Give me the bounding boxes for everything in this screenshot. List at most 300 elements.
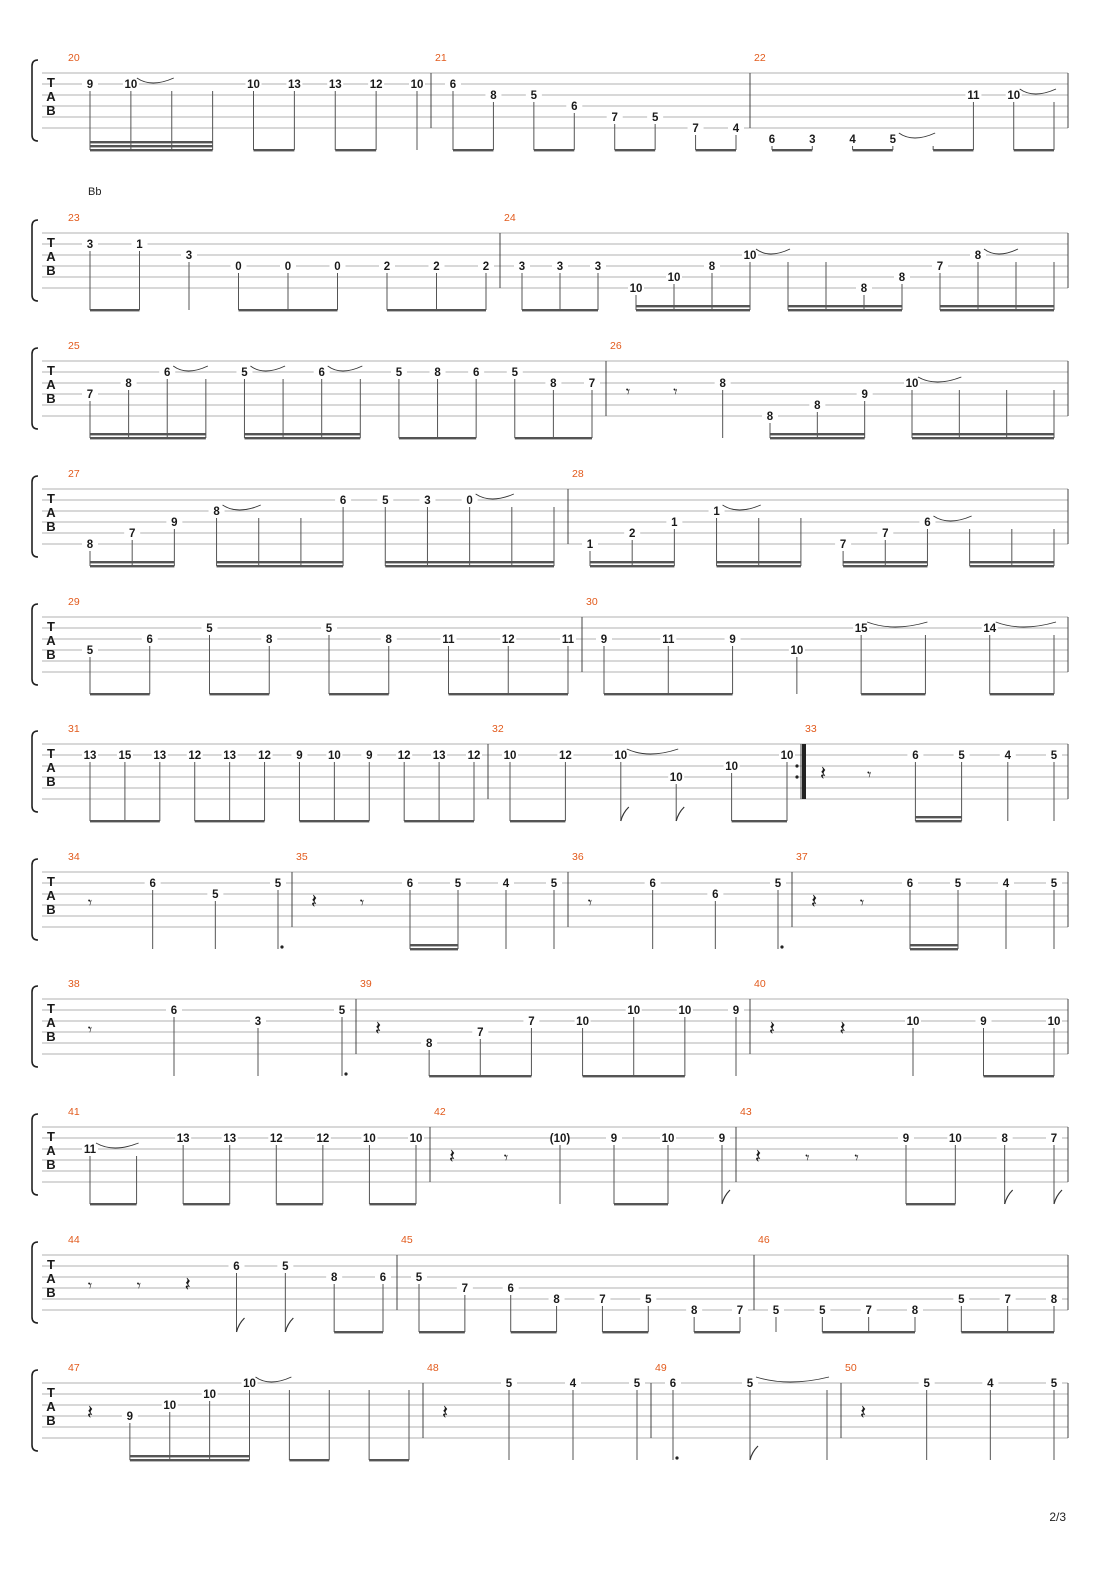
tab-note — [976, 1015, 992, 1076]
fret-number: 10 — [363, 1133, 376, 1145]
tab-note — [714, 1132, 730, 1204]
page-number: 2/3 — [1049, 1510, 1066, 1524]
measure-number: 34 — [68, 851, 80, 863]
fret-number: 1 — [713, 506, 720, 518]
tab-note — [877, 527, 893, 566]
fret-number: 13 — [153, 750, 167, 762]
tab-note — [919, 1377, 935, 1460]
fret-number: 10 — [576, 1016, 589, 1028]
beam — [244, 437, 360, 439]
tab-note — [222, 1132, 238, 1204]
fret-number: 4 — [849, 134, 856, 146]
measure — [655, 1362, 829, 1460]
tab-note — [270, 877, 286, 949]
fret-number: 10 — [725, 761, 738, 773]
fret-number: 0 — [284, 261, 292, 273]
tab-note — [314, 366, 363, 438]
system-bracket — [32, 731, 38, 812]
tab-note — [132, 238, 148, 310]
tab-note — [1046, 1377, 1062, 1460]
tab-note — [166, 516, 182, 566]
beam — [636, 305, 750, 307]
tab-note — [902, 877, 918, 949]
tab-note — [421, 1037, 437, 1076]
quarter-rest: 𝄽 — [448, 1144, 456, 1168]
measure — [68, 1234, 391, 1333]
beam — [636, 309, 750, 311]
beam — [90, 309, 140, 311]
fret-number: 5 — [338, 1005, 346, 1017]
tab-note — [640, 1293, 656, 1332]
tab-note — [268, 1132, 284, 1204]
tab-note — [286, 78, 302, 150]
tie-arc — [918, 377, 961, 382]
fret-number: 8 — [1001, 1133, 1008, 1145]
beam — [335, 149, 376, 151]
measure-number: 43 — [740, 1106, 752, 1118]
fret-number: 2 — [433, 261, 440, 273]
tab-note — [242, 1377, 292, 1460]
tab-note — [207, 888, 223, 949]
fret-number: 5 — [505, 1378, 513, 1390]
beam — [822, 1331, 915, 1333]
fret-number: 8 — [425, 1038, 433, 1050]
tab-note — [429, 260, 445, 310]
tab-note — [321, 622, 337, 694]
beam — [429, 1075, 531, 1077]
fret-number: 5 — [819, 1305, 826, 1317]
beam — [289, 1459, 329, 1461]
tab-clef-letter: B — [46, 1285, 56, 1300]
tab-system — [32, 723, 1068, 822]
measure — [68, 340, 600, 439]
measure-number: 39 — [360, 978, 372, 990]
tab-note — [145, 877, 161, 949]
tab-note — [280, 260, 296, 310]
beam — [853, 149, 893, 151]
fret-number: 2 — [628, 528, 636, 540]
measure — [795, 723, 1062, 822]
measure-number: 28 — [572, 468, 584, 480]
beam — [90, 820, 160, 822]
beam — [770, 433, 865, 435]
tab-clef-letter: A — [46, 1399, 56, 1414]
tab-note — [898, 1132, 914, 1204]
tab-note — [257, 749, 273, 821]
tab-note — [907, 749, 923, 821]
tab-note — [709, 505, 761, 566]
tab-note — [502, 749, 518, 821]
tab-note — [1006, 89, 1056, 150]
fret-number: 7 — [128, 528, 136, 540]
fret-number: 15 — [854, 623, 868, 635]
tab-clef-letter: B — [46, 1157, 56, 1172]
tab-clef-letter: A — [46, 1143, 56, 1158]
chord-symbol: Bb — [88, 186, 102, 198]
eighth-rest: 𝄾 — [859, 893, 865, 912]
tab-clef-letter: A — [46, 888, 56, 903]
tab-note — [396, 749, 412, 821]
tie-arc — [627, 749, 678, 754]
beam — [130, 1455, 250, 1457]
fret-number: 3 — [424, 495, 431, 507]
fret-number: 5 — [958, 1294, 965, 1306]
beam — [906, 1203, 955, 1205]
beam — [239, 309, 338, 311]
fret-number: 8 — [860, 283, 868, 295]
fret-number: 4 — [732, 123, 740, 135]
beam — [604, 693, 733, 695]
tab-note — [409, 78, 425, 150]
tab-note — [965, 89, 981, 150]
tab-clef-letter: B — [46, 1413, 56, 1428]
tab-clef-letter: B — [46, 902, 56, 917]
beam — [276, 1203, 323, 1205]
measure-number: 21 — [435, 52, 447, 64]
fret-number: 5 — [241, 367, 248, 379]
fret-number: 3 — [254, 1016, 262, 1028]
tab-note — [613, 749, 678, 821]
fret-number: 4 — [502, 878, 510, 890]
beam — [910, 944, 958, 946]
beam — [404, 820, 474, 822]
tie-arc — [867, 622, 927, 627]
fret-number: 10 — [203, 1389, 217, 1401]
fret-number: 7 — [1050, 1133, 1058, 1145]
tab-note — [742, 1377, 829, 1460]
fret-number: 10 — [790, 645, 804, 657]
fret-number: 5 — [774, 878, 782, 890]
tab-note — [566, 100, 582, 150]
fret-number: 9 — [600, 634, 608, 646]
tab-note — [117, 749, 133, 821]
tab-note — [472, 1026, 488, 1076]
eighth-rest: 𝄾 — [87, 893, 93, 912]
beam — [940, 305, 1054, 307]
measure-number: 29 — [68, 596, 80, 608]
fret-number: 3 — [556, 261, 564, 273]
tie-arc — [328, 366, 363, 371]
tab-note — [326, 749, 342, 821]
fret-number: 13 — [176, 1133, 190, 1145]
fret-number: 9 — [902, 1133, 910, 1145]
fret-number: 9 — [86, 79, 94, 91]
tab-note — [526, 89, 542, 150]
tie-arc — [250, 366, 285, 371]
tab-clef-letter: T — [47, 1001, 55, 1016]
fret-number: 4 — [987, 1378, 994, 1390]
fret-number: 12 — [501, 634, 515, 646]
tab-clef-letter: B — [46, 391, 56, 406]
fret-number: 5 — [1050, 750, 1058, 762]
fret-number: 9 — [980, 1016, 987, 1028]
tab-note — [666, 271, 682, 310]
fret-number: 8 — [490, 90, 497, 102]
fret-number: 7 — [86, 389, 94, 401]
tie-arc — [899, 133, 935, 138]
tab-system — [32, 52, 1068, 151]
fret-number: 10 — [124, 79, 138, 91]
tab-note — [82, 238, 98, 310]
tab-note — [660, 1132, 676, 1204]
tab-note — [647, 111, 663, 150]
fret-number: 5 — [772, 1305, 780, 1317]
fret-number: 5 — [923, 1378, 930, 1390]
tab-note — [523, 1015, 539, 1076]
tab-note — [121, 377, 137, 438]
tab-note — [742, 249, 790, 310]
beam — [912, 433, 1054, 435]
beam — [183, 1203, 230, 1205]
fret-number: 10 — [743, 250, 757, 262]
tie-arc — [476, 494, 514, 499]
measure-number: 42 — [434, 1106, 446, 1118]
fret-number: 6 — [507, 1283, 514, 1295]
beam — [696, 149, 736, 151]
tab-note — [501, 1377, 517, 1460]
beam — [334, 1331, 383, 1333]
tab-note — [764, 133, 780, 150]
beam — [1014, 149, 1054, 151]
tab-note — [660, 633, 676, 694]
tab-note — [408, 1132, 424, 1204]
tab-note — [250, 1015, 266, 1076]
fret-number: 12 — [258, 750, 271, 762]
fret-number: 7 — [477, 1027, 484, 1039]
tab-note — [181, 249, 197, 310]
beam — [984, 1075, 1055, 1077]
system-bracket — [32, 1114, 38, 1195]
tab-note — [970, 249, 1018, 310]
fret-number: 10 — [409, 1133, 423, 1145]
fret-number: 1 — [586, 539, 594, 551]
fret-number: 9 — [718, 1133, 726, 1145]
fret-number: 5 — [206, 623, 213, 635]
beam — [910, 948, 958, 950]
measure-number: 27 — [68, 468, 80, 480]
fret-number: 8 — [766, 411, 774, 423]
note-flag — [1054, 1190, 1062, 1204]
fret-number: 0 — [466, 495, 473, 507]
tab-note — [478, 260, 494, 310]
fret-number: 8 — [434, 367, 441, 379]
fret-number: 10 — [247, 79, 260, 91]
measure — [758, 1234, 1062, 1333]
dot — [280, 945, 283, 948]
fret-number: 5 — [382, 495, 389, 507]
tab-note — [468, 366, 484, 438]
tab-note — [330, 260, 346, 310]
tab-note — [209, 505, 261, 566]
tab-note — [885, 133, 935, 150]
fret-number: 13 — [223, 750, 237, 762]
fret-number: 10 — [948, 1133, 962, 1145]
tie-arc — [137, 78, 174, 83]
quarter-rest: 𝄽 — [839, 1016, 846, 1040]
tab-note — [1046, 749, 1062, 821]
fret-number: 10 — [669, 772, 683, 784]
beam — [788, 305, 902, 307]
measure-number: 45 — [401, 1234, 413, 1246]
tab-note — [552, 260, 568, 310]
fret-number: 9 — [296, 750, 303, 762]
tab-clef-letter: A — [46, 1271, 56, 1286]
beam — [299, 820, 369, 822]
tab-note — [545, 377, 561, 438]
fret-number: 10 — [905, 378, 919, 390]
tab-note — [688, 122, 704, 150]
tab-note — [124, 527, 140, 566]
fret-number: 12 — [467, 750, 481, 762]
fret-number: 4 — [569, 1378, 577, 1390]
tab-note — [122, 1410, 138, 1460]
fret-number: 2 — [383, 261, 391, 273]
tab-note — [82, 749, 98, 821]
fret-number: 5 — [1050, 1378, 1058, 1390]
tab-note — [419, 494, 435, 566]
fret-number: 5 — [746, 1378, 754, 1390]
tie-arc — [256, 1377, 292, 1382]
tab-note — [326, 1271, 342, 1332]
beam — [915, 816, 961, 818]
measure — [68, 1362, 409, 1461]
fret-number: 6 — [906, 878, 914, 890]
tab-note — [565, 1377, 581, 1460]
fret-number: 6 — [768, 134, 776, 146]
fret-number: 8 — [86, 539, 94, 551]
tab-clef-letter: B — [46, 519, 56, 534]
measure — [68, 1106, 424, 1205]
measure-number: 20 — [68, 52, 80, 64]
fret-number: 5 — [325, 623, 333, 635]
fret-number: 6 — [164, 367, 171, 379]
fret-number: 11 — [442, 634, 455, 646]
tab-note — [732, 1304, 748, 1332]
tab-system — [32, 186, 1068, 311]
fret-number: 6 — [233, 1261, 240, 1273]
tab-note — [402, 877, 418, 949]
tab-system — [32, 468, 1068, 567]
quarter-rest: 𝄽 — [374, 1016, 382, 1040]
tab-system — [32, 1106, 1068, 1205]
tab-note — [202, 622, 218, 694]
tab-note — [361, 749, 377, 821]
tab-note — [142, 633, 158, 694]
fret-number: 7 — [839, 539, 847, 551]
quarter-rest: 𝄽 — [184, 1272, 191, 1296]
tab-note — [379, 260, 395, 310]
tab-note — [665, 1377, 681, 1460]
tab-note — [377, 494, 393, 566]
fret-number: 6 — [170, 1005, 178, 1017]
fret-number: 4 — [1004, 750, 1012, 762]
fret-number: 11 — [561, 634, 575, 646]
beam — [970, 565, 1054, 567]
tab-note — [1046, 1015, 1062, 1076]
fret-number: 11 — [662, 634, 675, 646]
tab-note — [954, 749, 970, 821]
measure — [68, 851, 286, 949]
tab-clef-letter: A — [46, 505, 56, 520]
fret-number: 12 — [269, 1133, 283, 1145]
quarter-rest: 𝄽 — [819, 761, 827, 785]
tab-note — [590, 260, 606, 310]
tab-note — [466, 749, 482, 821]
tab-note — [907, 1304, 923, 1332]
fret-number: 9 — [126, 1411, 134, 1423]
beam — [387, 309, 486, 311]
tab-note — [549, 1293, 565, 1332]
tab-clef-letter: T — [47, 1257, 55, 1272]
beam — [210, 693, 270, 695]
beam — [410, 948, 458, 950]
tab-note — [82, 388, 98, 438]
beam — [583, 1075, 685, 1077]
measure — [68, 978, 350, 1076]
tab-note — [997, 1132, 1013, 1204]
system-bracket — [32, 604, 38, 685]
beam — [970, 561, 1054, 563]
note-flag — [285, 1318, 293, 1332]
measure — [435, 52, 744, 151]
fret-number: 11 — [967, 90, 980, 102]
fret-number: 7 — [865, 1305, 872, 1317]
tab-note — [724, 760, 740, 821]
fret-number: 5 — [274, 878, 282, 890]
fret-number: 9 — [729, 634, 736, 646]
tab-system — [32, 851, 1068, 950]
measure — [360, 978, 744, 1077]
tab-note — [905, 1015, 921, 1076]
fret-number: 8 — [125, 378, 132, 390]
measure — [68, 723, 482, 822]
fret-number: 10 — [327, 750, 341, 762]
tie-arc — [756, 1377, 829, 1382]
tab-clef-letter: T — [47, 619, 55, 634]
tab-note — [594, 1293, 610, 1332]
fret-number: 5 — [1050, 878, 1058, 890]
measure — [401, 1234, 748, 1333]
fret-number: 8 — [330, 1272, 338, 1284]
fret-number: 5 — [550, 878, 558, 890]
fret-number: 15 — [118, 750, 132, 762]
tab-note — [947, 1132, 963, 1204]
tab-clef-letter: B — [46, 647, 56, 662]
fret-number: 7 — [1004, 1294, 1011, 1306]
tab-system — [32, 340, 1068, 439]
beam — [254, 149, 295, 151]
fret-number: 3 — [86, 239, 94, 251]
tab-note — [677, 1004, 693, 1076]
quarter-rest: 𝄽 — [768, 1016, 776, 1040]
fret-number: 7 — [528, 1016, 535, 1028]
beam — [694, 1331, 740, 1333]
measure — [610, 340, 1054, 439]
tab-note — [500, 633, 516, 694]
beam — [912, 437, 1054, 439]
fret-number: 8 — [898, 272, 906, 284]
measure-number: 36 — [572, 851, 584, 863]
tab-note — [904, 377, 961, 438]
tab-note — [335, 494, 351, 566]
eighth-rest: 𝄾 — [805, 1148, 810, 1167]
beam — [453, 149, 493, 151]
beam — [843, 561, 927, 563]
beam — [511, 1331, 557, 1333]
tab-note — [1000, 749, 1016, 821]
tab-note — [162, 1399, 178, 1460]
fret-number: 9 — [171, 517, 178, 529]
